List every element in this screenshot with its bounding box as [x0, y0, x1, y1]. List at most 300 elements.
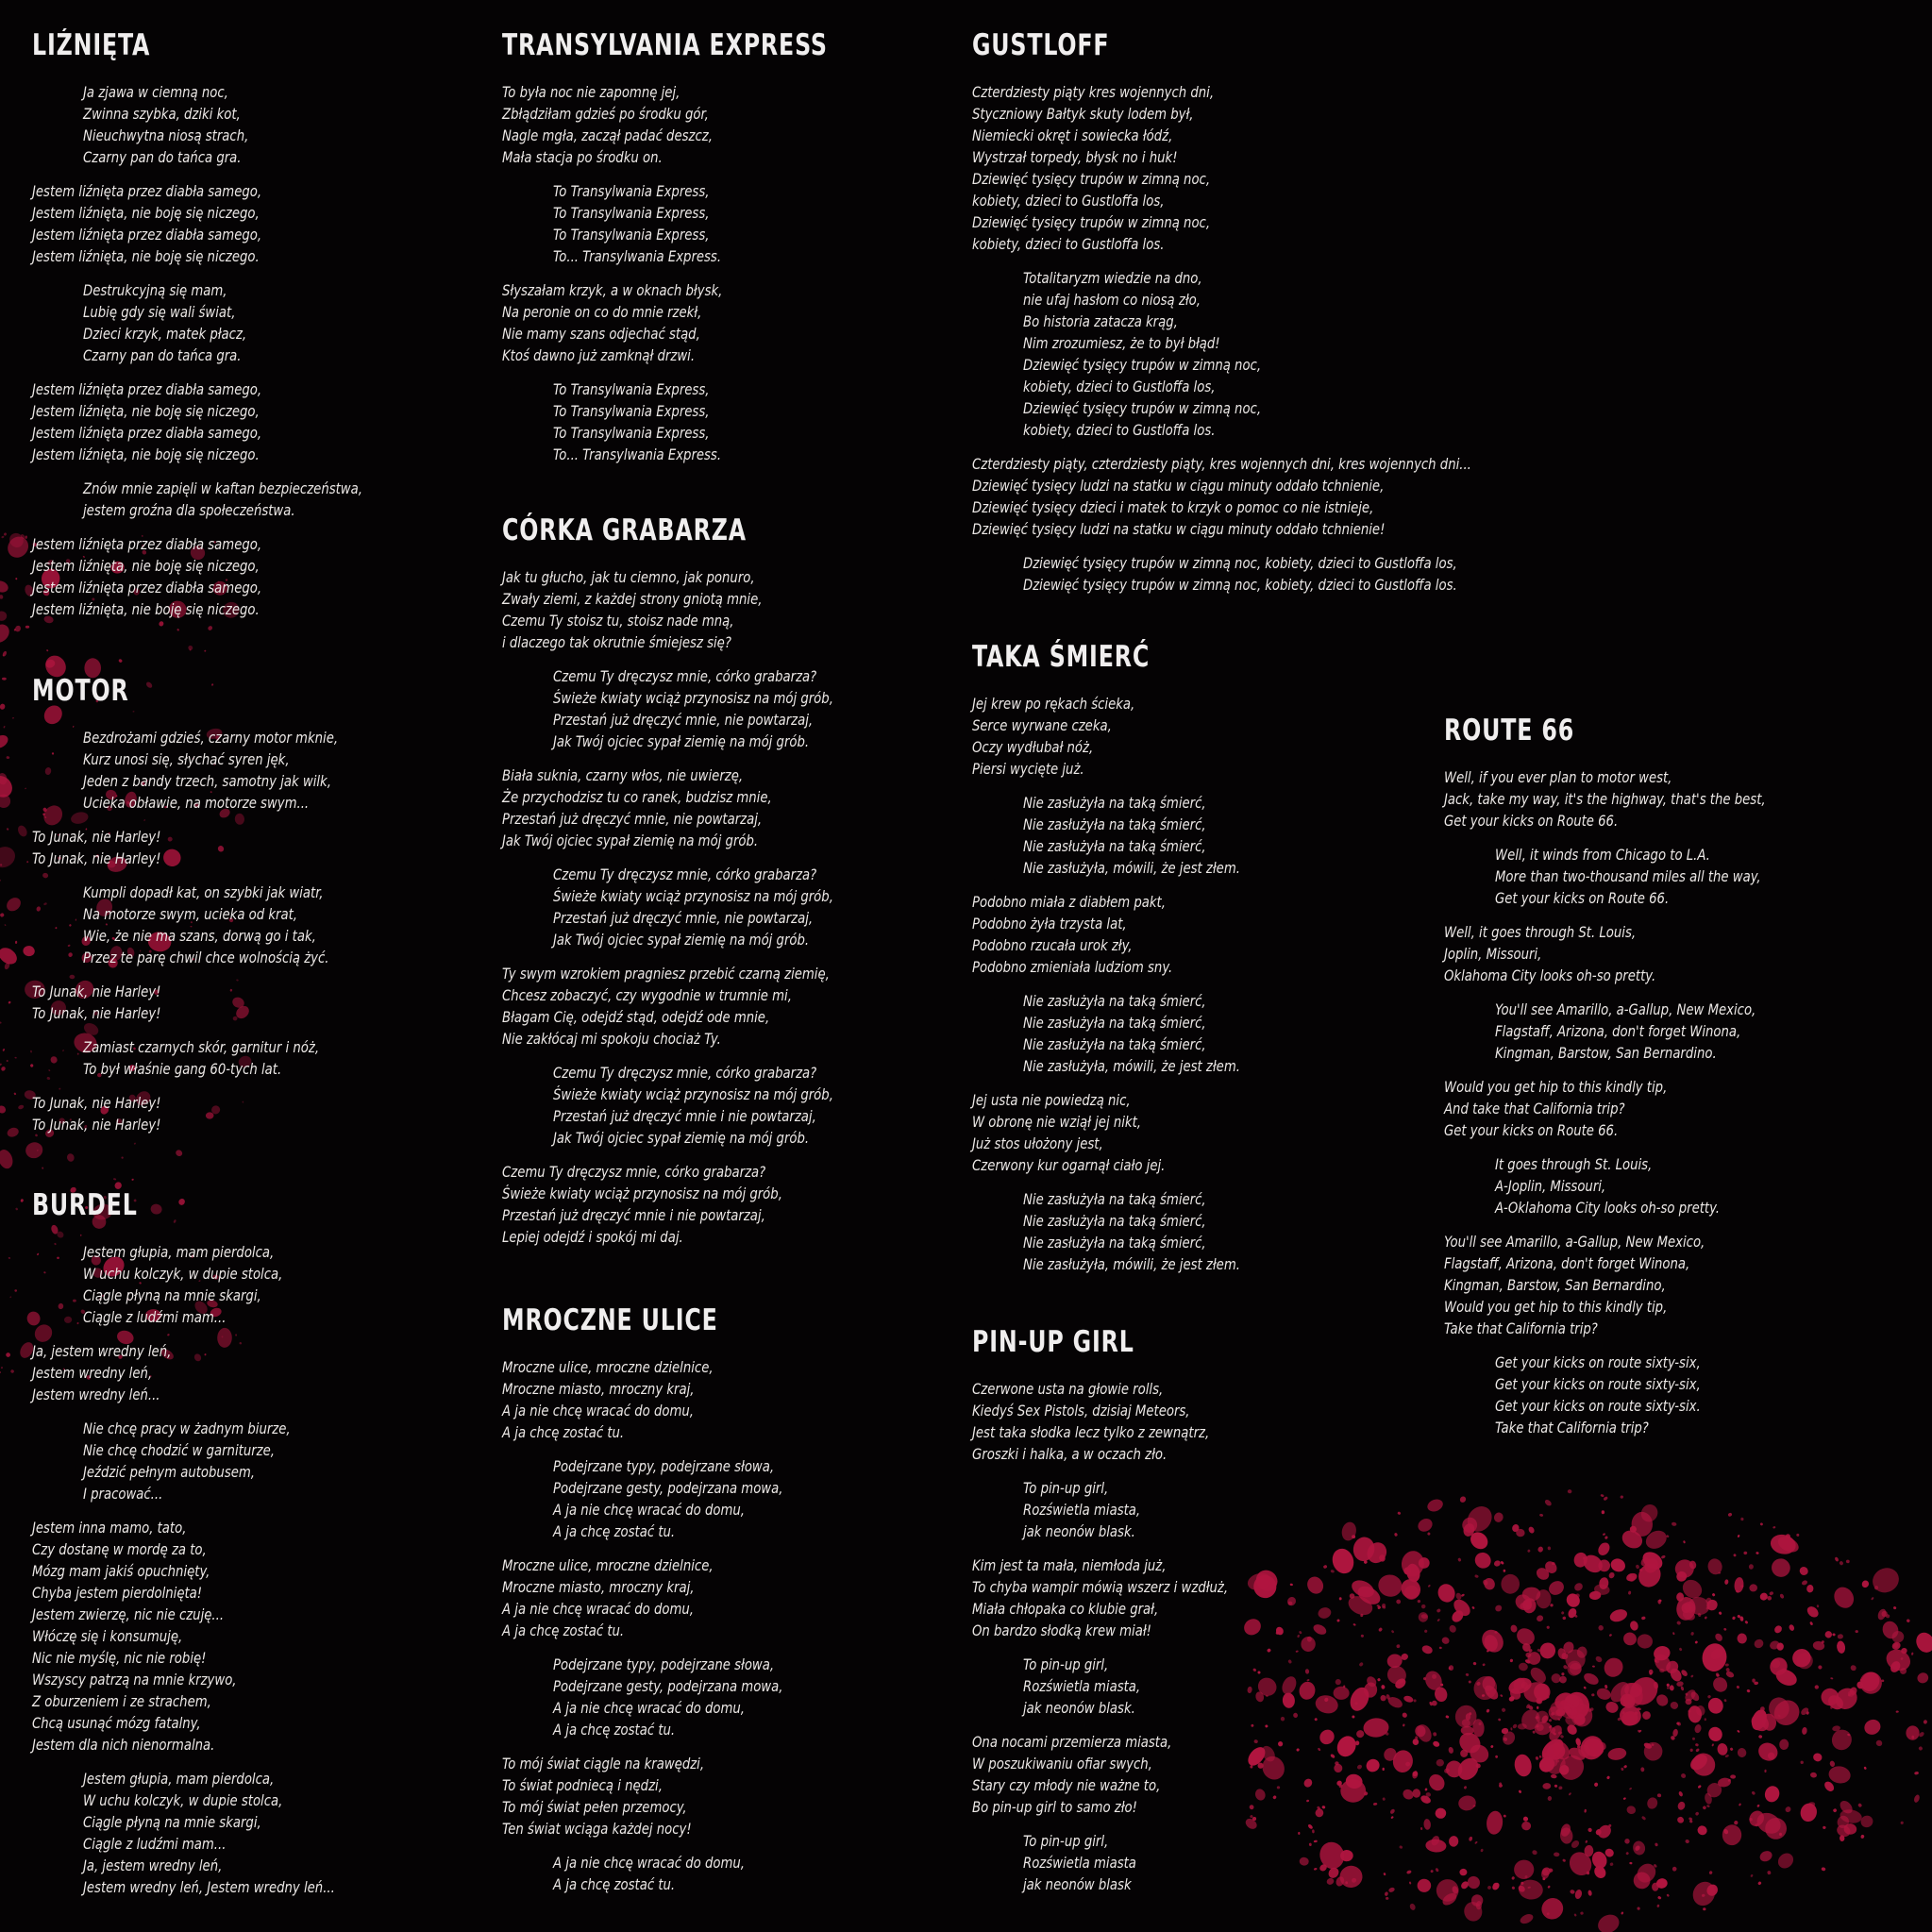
lyric-line: Jestem wredny leń... [32, 1386, 160, 1403]
lyric-line: Jestem wredny leń, [32, 1364, 153, 1382]
chorus-stanza [1444, 1352, 1793, 1438]
lyric-line: To Transylwania Express, [553, 226, 710, 244]
lyric-line: To Junak, nie Harley! [32, 1004, 161, 1022]
lyric-line: Nagle mgła, zaczął padać deszcz, [502, 126, 713, 144]
lyric-line: Dziewięć tysięcy trupów w zimną noc, kobiety, dzieci to Gustloffa los. [1023, 576, 1457, 594]
chorus-stanza [32, 1768, 357, 1898]
lyric-line: Podejrzane typy, podejrzane słowa, [553, 1457, 775, 1475]
lyric-line: To Junak, nie Harley! [32, 828, 161, 846]
lyric-line: Get your kicks on route sixty-six, [1495, 1375, 1701, 1393]
song-lyrics [1444, 766, 1793, 1438]
lyric-line: Mózg mam jakiś opuchnięty, [32, 1562, 210, 1580]
lyric-line: Jestem liźnięta przez diabła samego, [32, 579, 262, 596]
lyric-line: Świeże kwiaty wciąż przynosisz na mój grób, [553, 1085, 833, 1103]
lyric-line: To mój świat ciągle na krawędzi, [502, 1755, 705, 1772]
lyric-line: I pracować... [83, 1485, 163, 1503]
lyric-line: Jestem dla nich nienormalna. [32, 1736, 215, 1754]
lyric-line: Nie chcę pracy w żadnym biurze, [83, 1420, 291, 1437]
lyric-line: Flagstaff, Arizona, don't forget Winona, [1444, 1254, 1690, 1272]
lyric-line: Jestem liźnięta przez diabła samego, [32, 226, 262, 244]
song-title: TRANSYLVANIA EXPRESS [502, 28, 828, 62]
song-title: MROCZNE ULICE [502, 1303, 718, 1337]
chorus-stanza [972, 1830, 1251, 1895]
song-lyrics [32, 81, 387, 620]
lyric-line: Serce wyrwane czeka, [972, 716, 1112, 734]
lyric-line: Czemu Ty dręczysz mnie, córko grabarza? [553, 667, 817, 685]
lyric-line: Nie zasłużyła na taką śmierć, [1023, 1014, 1206, 1032]
song-title: PIN-UP GIRL [972, 1325, 1134, 1359]
lyric-line: Czemu Ty dręczysz mnie, córko grabarza? [502, 1163, 766, 1181]
verse-stanza [32, 378, 387, 465]
verse-stanza [32, 981, 361, 1024]
lyric-line: Nie chcę chodzić w garniturze, [83, 1441, 275, 1459]
lyric-line: Oklahoma City looks oh-so pretty. [1444, 966, 1656, 984]
song-mroczne-ulice [502, 1302, 803, 1907]
lyric-line: Przestań już dręczyć mnie i nie powtarzaj, [553, 1107, 816, 1125]
song-lyrics [972, 693, 1259, 1275]
lyric-line: A-Oklahoma City looks oh-so pretty. [1495, 1199, 1721, 1217]
lyric-line: Ciągle z ludźmi mam... [83, 1835, 227, 1853]
song-lyrics [972, 1378, 1251, 1895]
lyric-line: Flagstaff, Arizona, don't forget Winona, [1495, 1022, 1741, 1040]
lyric-line: To... Transylwania Express. [553, 445, 722, 463]
song-title: MOTOR [32, 674, 129, 708]
song-gustloff [972, 26, 1515, 608]
lyric-line: Czarny pan do tańca gra. [83, 346, 242, 364]
lyric-line: Kurz unosi się, słychać syren jęk, [83, 750, 290, 768]
chorus-stanza [32, 1036, 361, 1080]
chorus-stanza [32, 478, 387, 521]
lyric-line: Jest taka słodka lecz tylko z zewnątrz, [972, 1423, 1210, 1441]
lyric-line: Dziewięć tysięcy dzieci i matek to krzyk o pomoc co nie istnieje, [972, 498, 1374, 516]
lyric-line: Bezdrożami gdzieś, czarny motor mknie, [83, 729, 339, 747]
lyric-line: Jak Twój ojciec sypał ziemię na mój grób. [502, 832, 759, 849]
chorus-stanza [1444, 999, 1793, 1064]
chorus-stanza [32, 279, 387, 366]
lyric-line: A ja nie chcę wracać do domu, [553, 1501, 746, 1519]
lyric-line: Czerwony kur ogarnął ciało jej. [972, 1156, 1166, 1174]
song-lizzieta [32, 26, 387, 632]
verse-stanza [502, 1554, 803, 1641]
lyric-line: Jestem liźnięta, nie boję się niczego, [32, 557, 260, 575]
verse-stanza [1444, 1231, 1793, 1339]
verse-stanza [32, 826, 361, 869]
lyric-line: Jak Twój ojciec sypał ziemię na mój grób. [553, 1129, 810, 1147]
lyric-line: Ja, jestem wredny leń, [32, 1342, 172, 1360]
lyric-line: Nieuchwytna niosą strach, [83, 126, 249, 144]
chorus-stanza [502, 1062, 858, 1149]
lyric-line: Kiedyś Sex Pistols, dzisiaj Meteors, [972, 1402, 1190, 1420]
lyric-line: Nie zasłużyła, mówili, że jest złem. [1023, 1255, 1240, 1273]
lyric-line: Totalitaryzm wiedzie na dno, [1023, 269, 1202, 287]
chorus-stanza [32, 81, 387, 168]
lyric-line: jestem groźna dla społeczeństwa. [83, 501, 295, 519]
lyric-line: Ona nocami przemierza miasta, [972, 1733, 1172, 1751]
chorus-stanza [972, 267, 1515, 441]
lyric-line: Jestem liźnięta, nie boję się niczego. [32, 600, 260, 618]
lyric-line: A ja nie chcę wracać do domu, [502, 1600, 695, 1618]
lyric-line: Wszyscy patrzą na mnie krzywo, [32, 1671, 237, 1688]
lyric-line: i dlaczego tak okrutnie śmiejesz się? [502, 633, 731, 651]
lyric-line: Z oburzeniem i ze strachem, [32, 1692, 211, 1710]
lyric-line: To mój świat pełen przemocy, [502, 1798, 687, 1816]
lyric-line: Jestem liźnięta przez diabła samego, [32, 424, 262, 442]
lyric-line: Czterdziesty piąty, czterdziesty piąty, kres wojennych dni, kres wojennych dni... [972, 455, 1471, 473]
lyric-line: Jestem liźnięta przez diabła samego, [32, 182, 262, 200]
song-burdel [32, 1186, 357, 1910]
verse-stanza [972, 1731, 1251, 1818]
lyric-line: Znów mnie zapięli w kaftan bezpieczeństwa, [83, 479, 362, 497]
lyric-line: You'll see Amarillo, a-Gallup, New Mexico, [1444, 1233, 1705, 1251]
lyric-line: nie ufaj hasłom co niosą zło, [1023, 291, 1201, 309]
lyric-line: kobiety, dzieci to Gustloffa los. [972, 235, 1165, 253]
verse-stanza [502, 566, 858, 653]
lyric-line: You'll see Amarillo, a-Gallup, New Mexico, [1495, 1000, 1756, 1018]
lyric-line: Ciągle z ludźmi mam... [83, 1308, 227, 1326]
verse-stanza [972, 1554, 1251, 1641]
lyric-line: Nie zasłużyła na taką śmierć, [1023, 1234, 1206, 1252]
chorus-stanza [972, 1188, 1259, 1275]
chorus-stanza [972, 792, 1259, 879]
lyric-line: Czemu Ty dręczysz mnie, córko grabarza? [553, 1064, 817, 1082]
lyric-line: Lepiej odejdź i spokój mi daj. [502, 1228, 683, 1246]
lyric-line: Jestem inna mamo, tato, [32, 1519, 187, 1537]
lyric-line: More than two-thousand miles all the way, [1495, 867, 1761, 885]
chorus-stanza [1444, 1153, 1793, 1218]
verse-stanza [502, 1161, 858, 1248]
lyric-line: Na motorze swym, ucieka od krat, [83, 905, 297, 923]
song-title: TAKA ŚMIERĆ [972, 640, 1151, 674]
song-lyrics [502, 1356, 803, 1895]
lyric-line: Podobno miała z diabłem pakt, [972, 893, 1166, 911]
lyric-line: Że przychodzisz tu co ranek, budzisz mnie, [502, 788, 772, 806]
song-title: LIŹNIĘTA [32, 28, 151, 62]
lyric-line: Mała stacja po środku on. [502, 148, 663, 166]
verse-stanza [1444, 921, 1793, 986]
lyric-line: Nie zasłużyła na taką śmierć, [1023, 1035, 1206, 1053]
lyric-line: Get your kicks on route sixty-six. [1495, 1397, 1701, 1415]
verse-stanza [502, 279, 885, 366]
lyric-line: Błagam Cię, odejdź stąd, odejdź ode mnie, [502, 1008, 770, 1026]
song-title: CÓRKA GRABARZA [502, 513, 747, 547]
lyric-line: Mroczne miasto, mroczny kraj, [502, 1380, 695, 1398]
lyric-line: Jestem liźnięta przez diabła samego, [32, 535, 262, 553]
lyric-line: Jestem liźnięta, nie boję się niczego. [32, 445, 260, 463]
verse-stanza [972, 693, 1259, 780]
lyric-line: Nic nie myślę, nic nie robię! [32, 1649, 207, 1667]
lyric-line: Przestań już dręczyć mnie, nie powtarzaj, [553, 711, 814, 729]
chorus-stanza [502, 180, 885, 267]
lyric-line: A ja chcę zostać tu. [553, 1875, 676, 1893]
lyric-line: Take that California trip? [1444, 1319, 1598, 1337]
verse-stanza [32, 533, 387, 620]
chorus-stanza [502, 1455, 803, 1542]
lyric-line: Ty swym wzrokiem pragniesz przebić czarną ziemię, [502, 965, 830, 983]
lyric-line: Przestań już dręczyć mnie, nie powtarzaj, [502, 810, 763, 828]
lyric-line: Ciągle płyną na mnie skargi, [83, 1286, 261, 1304]
chorus-stanza [32, 727, 361, 814]
lyric-line: Mroczne ulice, mroczne dzielnice, [502, 1556, 714, 1574]
lyric-line: Przez te parę chwil chce wolnością żyć. [83, 949, 329, 966]
lyric-line: Get your kicks on Route 66. [1444, 812, 1619, 830]
lyric-line: To był właśnie gang 60-tych lat. [83, 1060, 282, 1078]
lyric-line: Jej krew po rękach ścieka, [972, 695, 1135, 713]
lyric-line: Słyszałam krzyk, a w oknach błysk, [502, 281, 723, 299]
lyric-line: Dziewięć tysięcy trupów w zimną noc, [972, 213, 1211, 231]
chorus-stanza [972, 1654, 1251, 1719]
lyric-line: Czemu Ty dręczysz mnie, córko grabarza? [553, 865, 817, 883]
lyric-line: Nie zasłużyła, mówili, że jest złem. [1023, 859, 1240, 877]
lyric-line: Chyba jestem pierdolnięta! [32, 1584, 203, 1602]
lyric-line: Rozświetla miasta, [1023, 1677, 1141, 1695]
lyric-line: Nie zasłużyła na taką śmierć, [1023, 1190, 1206, 1208]
lyric-line: Dziewięć tysięcy trupów w zimną noc, [972, 170, 1211, 188]
lyric-line: Ucieka obławie, na motorze swym... [83, 794, 310, 812]
song-lyrics [502, 81, 885, 465]
lyric-line: Dziewięć tysięcy trupów w zimną noc, kobiety, dzieci to Gustloffa los, [1023, 554, 1457, 572]
chorus-stanza [972, 552, 1515, 596]
verse-stanza [1444, 1076, 1793, 1141]
lyric-line: To Transylwania Express, [553, 204, 710, 222]
lyric-line: kobiety, dzieci to Gustloffa los. [1023, 421, 1216, 439]
lyric-line: A ja nie chcę wracać do domu, [553, 1854, 746, 1872]
lyric-line: To Transylwania Express, [553, 380, 710, 398]
lyric-line: Kim jest ta mała, niemłoda już, [972, 1556, 1167, 1574]
lyric-line: Nie zasłużyła, mówili, że jest złem. [1023, 1057, 1240, 1075]
lyric-line: Jestem liźnięta, nie boję się niczego. [32, 247, 260, 265]
lyric-line: Get your kicks on Route 66. [1444, 1121, 1619, 1139]
lyric-line: Take that California trip? [1495, 1419, 1649, 1436]
lyric-line: Biała suknia, czarny włos, nie uwierzę, [502, 766, 744, 784]
lyric-line: Czarny pan do tańca gra. [83, 148, 242, 166]
lyric-line: Jestem zwierzę, nic nie czuję... [32, 1605, 225, 1623]
lyric-line: jak neonów blask. [1023, 1522, 1135, 1540]
verse-stanza [972, 453, 1515, 540]
lyric-line: Wystrzał torpedy, błysk no i huk! [972, 148, 1178, 166]
lyric-line: Zamiast czarnych skór, garnitur i nóż, [83, 1038, 320, 1056]
lyric-line: Niemiecki okręt i sowiecka łódź, [972, 126, 1173, 144]
verse-stanza [502, 81, 885, 168]
lyric-line: Ja zjawa w ciemną noc, [83, 83, 228, 101]
lyric-line: To Junak, nie Harley! [32, 1116, 161, 1134]
lyric-line: To Junak, nie Harley! [32, 849, 161, 867]
song-title: ROUTE 66 [1444, 714, 1575, 748]
lyric-line: Podobno zmieniała ludziom sny. [972, 958, 1173, 976]
lyric-line: Dziewięć tysięcy trupów w zimną noc, [1023, 399, 1262, 417]
lyric-line: Czerwone usta na głowie rolls, [972, 1380, 1164, 1398]
lyric-line: Jestem głupia, mam pierdolca, [83, 1770, 275, 1788]
lyric-line: W obronę nie wziął jej nikt, [972, 1113, 1141, 1131]
lyric-line: Miała chłopaka co klubie grał, [972, 1600, 1159, 1618]
verse-stanza [972, 1378, 1251, 1465]
lyric-line: Czterdziesty piąty kres wojennych dni, [972, 83, 1215, 101]
lyric-line: Jestem liźnięta przez diabła samego, [32, 380, 262, 398]
verse-stanza [972, 891, 1259, 978]
lyric-line: Rozświetla miasta [1023, 1854, 1136, 1872]
lyric-line: jak neonów blask. [1023, 1699, 1135, 1717]
chorus-stanza [32, 1418, 357, 1504]
lyric-line: W poszukiwaniu ofiar swych, [972, 1755, 1152, 1772]
lyric-line: To Transylwania Express, [553, 402, 710, 420]
song-title: GUSTLOFF [972, 28, 1110, 62]
lyric-line: W uchu kolczyk, w dupie stolca, [83, 1791, 283, 1809]
lyric-line: Well, it goes through St. Louis, [1444, 923, 1637, 941]
verse-stanza [502, 1753, 803, 1840]
lyric-line: Mroczne miasto, mroczny kraj, [502, 1578, 695, 1596]
lyric-line: Nie zasłużyła na taką śmierć, [1023, 1212, 1206, 1230]
lyric-line: A-Joplin, Missouri, [1495, 1177, 1606, 1195]
lyric-line: Bo historia zatacza krąg, [1023, 312, 1178, 330]
lyric-line: Lubię gdy się wali świat, [83, 303, 236, 321]
lyric-line: Mroczne ulice, mroczne dzielnice, [502, 1358, 714, 1376]
lyric-line: Ciągle płyną na mnie skargi, [83, 1813, 261, 1831]
lyric-line: It goes through St. Louis, [1495, 1155, 1653, 1173]
chorus-stanza [502, 378, 885, 465]
lyric-line: Kumpli dopadł kat, on szybki jak wiatr, [83, 883, 324, 901]
lyric-line: To Transylwania Express, [553, 424, 710, 442]
lyric-line: Jeździć pełnym autobusem, [83, 1463, 255, 1481]
lyric-line: Podobno rzucała urok zły, [972, 936, 1133, 954]
lyric-line: Dziewięć tysięcy ludzi na statku w ciągu minuty oddało tchnienie! [972, 520, 1386, 538]
chorus-stanza [32, 882, 361, 968]
lyric-line: Ktoś dawno już zamknął drzwi. [502, 346, 696, 364]
verse-stanza [972, 1089, 1259, 1176]
song-title: BURDEL [32, 1188, 138, 1222]
lyric-line: Podejrzane gesty, podejrzana mowa, [553, 1479, 783, 1497]
song-transylvania-express [502, 26, 885, 478]
verse-stanza [32, 1340, 357, 1405]
lyric-line: On bardzo słodką krew miał! [972, 1621, 1151, 1639]
lyric-line: Nie zasłużyła na taką śmierć, [1023, 992, 1206, 1010]
song-motor [32, 672, 361, 1148]
chorus-stanza [502, 864, 858, 950]
lyric-line: Get your kicks on Route 66. [1495, 889, 1670, 907]
song-taka-smierc [972, 638, 1259, 1287]
lyric-line: A ja chcę zostać tu. [553, 1522, 676, 1540]
verse-stanza [32, 1517, 357, 1756]
lyric-line: Włóczę się i konsumuję, [32, 1627, 183, 1645]
chorus-stanza [502, 665, 858, 752]
lyric-line: Oczy wydłubał nóż, [972, 738, 1094, 756]
verse-stanza [972, 81, 1515, 255]
lyric-line: Piersi wycięte już. [972, 760, 1084, 778]
lyric-line: To pin-up girl, [1023, 1832, 1109, 1850]
lyric-line: Podejrzane typy, podejrzane słowa, [553, 1655, 775, 1673]
lyric-line: Zbłądziłam gdzieś po środku gór, [502, 105, 709, 123]
lyric-line: kobiety, dzieci to Gustloffa los, [972, 192, 1165, 210]
lyric-line: Nie zasłużyła na taką śmierć, [1023, 837, 1206, 855]
lyric-line: Well, if you ever plan to motor west, [1444, 768, 1672, 786]
lyric-line: Dziewięć tysięcy trupów w zimną noc, [1023, 356, 1262, 374]
lyric-line: A ja chcę zostać tu. [502, 1621, 625, 1639]
chorus-stanza [972, 1477, 1251, 1542]
lyric-line: Zwały ziemi, z każdej strony gniotą mnie, [502, 590, 763, 608]
lyric-line: Dzieci krzyk, matek płacz, [83, 325, 247, 343]
chorus-stanza [32, 1241, 357, 1328]
lyric-line: Ja, jestem wredny leń, [83, 1856, 223, 1874]
verse-stanza [1444, 766, 1793, 832]
lyric-line: A ja chcę zostać tu. [553, 1721, 676, 1739]
lyric-line: Świeże kwiaty wciąż przynosisz na mój grób, [553, 689, 833, 707]
lyric-line: Destrukcyjną się mam, [83, 281, 227, 299]
lyric-line: To Junak, nie Harley! [32, 1094, 161, 1112]
verse-stanza [32, 180, 387, 267]
chorus-stanza [502, 1654, 803, 1740]
lyric-line: To była noc nie zapomnę jej, [502, 83, 680, 101]
lyric-line: Na peronie on co do mnie rzekł, [502, 303, 702, 321]
lyric-line: kobiety, dzieci to Gustloffa los, [1023, 378, 1216, 395]
lyric-line: Bo pin-up girl to samo zło! [972, 1798, 1137, 1816]
lyric-line: Czy dostanę w mordę za to, [32, 1540, 207, 1558]
lyric-line: Chcą usunąć mózg fatalny, [32, 1714, 201, 1732]
lyric-line: And take that California trip? [1444, 1100, 1625, 1117]
lyric-line: A ja nie chcę wracać do domu, [553, 1699, 746, 1717]
lyric-line: Już stos ułożony jest, [972, 1134, 1103, 1152]
lyric-line: jak neonów blask [1023, 1875, 1132, 1893]
lyric-line: Nie mamy szans odjechać stąd, [502, 325, 700, 343]
lyric-line: Dziewięć tysięcy ludzi na statku w ciągu minuty oddało tchnienie, [972, 477, 1385, 495]
lyric-line: To Junak, nie Harley! [32, 983, 161, 1000]
chorus-stanza [502, 1852, 803, 1895]
lyric-line: Jack, take my way, it's the highway, that's the best, [1444, 790, 1766, 808]
lyric-line: Joplin, Missouri, [1444, 945, 1542, 963]
lyric-line: Jestem liźnięta, nie boję się niczego, [32, 402, 260, 420]
lyric-line: To chyba wampir mówią wszerz i wzdłuż, [972, 1578, 1229, 1596]
lyric-line: To pin-up girl, [1023, 1655, 1109, 1673]
lyric-line: Wie, że nie ma szans, dorwą go i tak, [83, 927, 316, 945]
lyric-line: To świat podniecą i nędzi, [502, 1776, 663, 1794]
lyric-line: A ja nie chcę wracać do domu, [502, 1402, 695, 1420]
song-corka-grabarza [502, 512, 858, 1260]
lyric-line: Stary czy młody nie ważne to, [972, 1776, 1161, 1794]
lyric-line: Zwinna szybka, dziki kot, [83, 105, 241, 123]
lyric-line: To pin-up girl, [1023, 1479, 1109, 1497]
song-pin-up-girl [972, 1323, 1251, 1907]
verse-stanza [502, 963, 858, 1050]
song-lyrics [502, 566, 858, 1248]
song-route-66 [1444, 712, 1793, 1451]
lyric-line: Jestem wredny leń, Jestem wredny leń... [83, 1878, 335, 1896]
lyric-line: Jak tu głucho, jak tu ciemno, jak ponuro, [502, 568, 755, 586]
chorus-stanza [1444, 844, 1793, 909]
lyric-line: Nie zasłużyła na taką śmierć, [1023, 794, 1206, 812]
lyric-line: Kingman, Barstow, San Bernardino. [1495, 1044, 1717, 1062]
lyric-line: Jak Twój ojciec sypał ziemię na mój grób. [553, 732, 810, 750]
lyric-line: Get your kicks on route sixty-six, [1495, 1353, 1701, 1371]
lyric-line: Nim zrozumiesz, że to był błąd! [1023, 334, 1220, 352]
lyric-line: Jeden z bandy trzech, samotny jak wilk, [83, 772, 331, 790]
chorus-stanza [972, 990, 1259, 1077]
lyric-line: Podobno żyła trzysta lat, [972, 915, 1127, 932]
lyric-line: Jak Twój ojciec sypał ziemię na mój grób. [553, 931, 810, 949]
lyric-line: Would you get hip to this kindly tip, [1444, 1078, 1668, 1096]
lyric-line: A ja chcę zostać tu. [502, 1423, 625, 1441]
lyric-line: Groszki i halka, a w oczach zło. [972, 1445, 1168, 1463]
lyric-line: To... Transylwania Express. [553, 247, 722, 265]
song-lyrics [972, 81, 1515, 596]
lyric-line: Nie zasłużyła na taką śmierć, [1023, 815, 1206, 833]
verse-stanza [502, 1356, 803, 1443]
lyric-line: Ten świat wciąga każdej nocy! [502, 1820, 692, 1838]
lyric-line: Podejrzane gesty, podejrzana mowa, [553, 1677, 783, 1695]
verse-stanza [502, 764, 858, 851]
lyric-line: Would you get hip to this kindly tip, [1444, 1298, 1668, 1316]
lyric-line: Jestem głupia, mam pierdolca, [83, 1243, 275, 1261]
lyric-line: Well, it winds from Chicago to L.A. [1495, 846, 1710, 864]
lyric-line: Nie zakłócaj mi spokoju chociaż Ty. [502, 1030, 721, 1048]
lyric-line: To Transylwania Express, [553, 182, 710, 200]
lyric-line: Przestań już dręczyć mnie i nie powtarzaj, [502, 1206, 765, 1224]
